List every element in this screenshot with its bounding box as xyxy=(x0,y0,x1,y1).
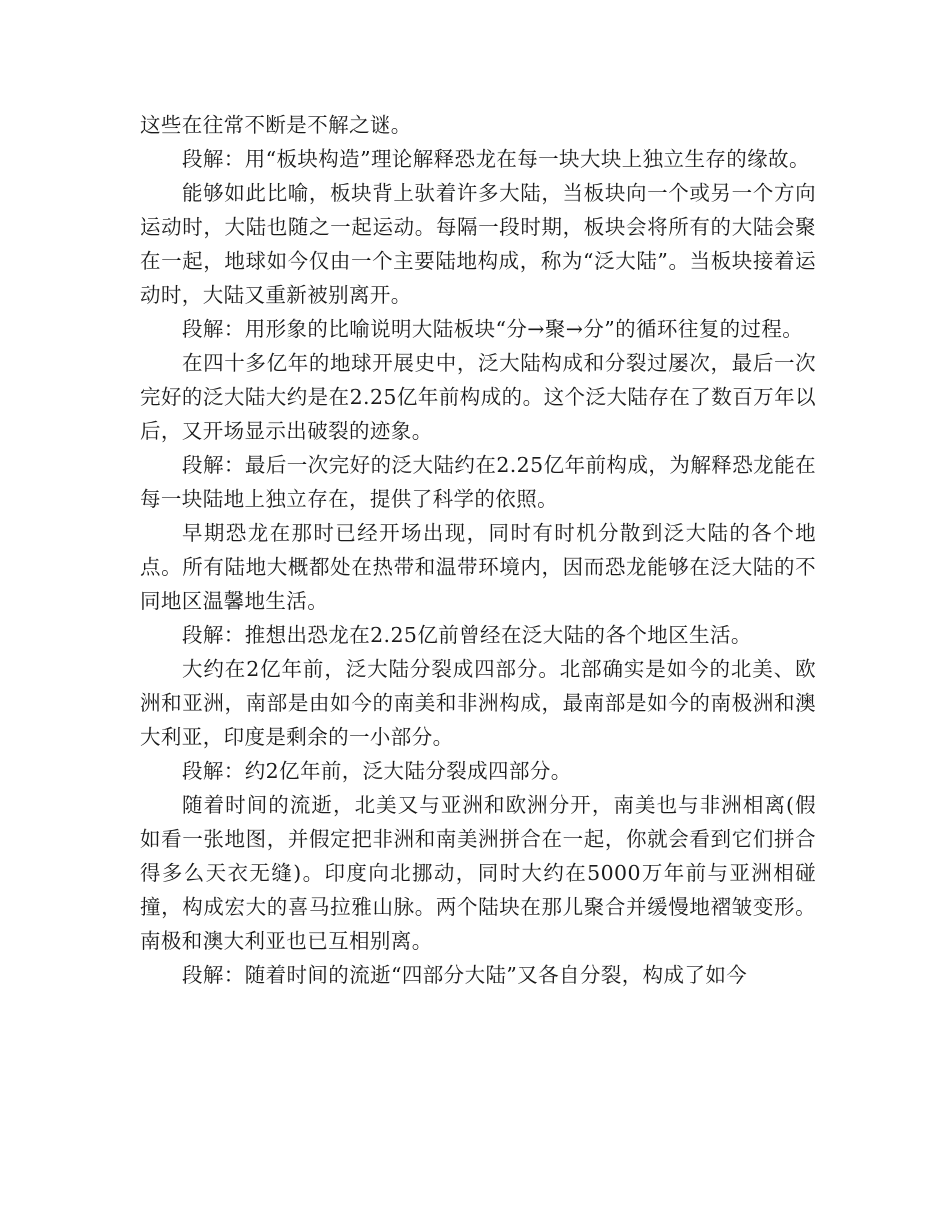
document-page xyxy=(140,108,816,992)
paragraph-analysis: 段解：随着时间的流逝“四部分大陆”又各自分裂，构成了如今 xyxy=(182,963,748,987)
paragraph-body: 早期恐龙在那时已经开场出现，同时有时机分散到泛大陆的各个地点。所有陆地大概都处在热带和温带环境内，因而恐龙能够在泛大陆的不同地区温馨地生活。 xyxy=(140,521,816,613)
paragraph-analysis: 段解：用“板块构造”理论解释恐龙在每一块大块上独立生存的缘故。 xyxy=(182,147,810,171)
paragraph-analysis: 段解：最后一次完好的泛大陆约在2.25亿年前构成，为解释恐龙能在每一块陆地上独立存在，提供了科学的依照。 xyxy=(140,453,816,511)
paragraph-body: 大约在2亿年前，泛大陆分裂成四部分。北部确实是如今的北美、欧洲和亚洲，南部是由如今的南美和非洲构成，最南部是如今的南极洲和澳大利亚，印度是剩余的一小部分。 xyxy=(140,657,816,749)
paragraph-analysis: 段解：用形象的比喻说明大陆板块“分→聚→分”的循环往复的过程。 xyxy=(182,317,804,341)
paragraph-continuation: 这些在往常不断是不解之谜。 xyxy=(140,113,412,137)
paragraph-body: 随着时间的流逝，北美又与亚洲和欧洲分开，南美也与非洲相离(假如看一张地图，并假定把非洲和南美洲拼合在一起，你就会看到它们拼合得多么天衣无缝)。印度向北挪动，同时大约在5000万年前与亚洲相碰撞，构成宏大的喜马拉雅山脉。两个陆块在那儿聚合并缓慢地褶皱变形。南极和澳大利亚也已互相别离。 xyxy=(140,793,816,953)
paragraph-body: 能够如此比喻，板块背上驮着许多大陆，当板块向一个或另一个方向运动时，大陆也随之一起运动。每隔一段时期，板块会将所有的大陆会聚在一起，地球如今仅由一个主要陆地构成，称为“泛大陆”。当板块接着运动时，大陆又重新被别离开。 xyxy=(140,181,816,307)
paragraph-body: 在四十多亿年的地球开展史中，泛大陆构成和分裂过屡次，最后一次完好的泛大陆大约是在2.25亿年前构成的。这个泛大陆存在了数百万年以后，又开场显示出破裂的迹象。 xyxy=(140,351,816,443)
paragraph-analysis: 段解：约2亿年前，泛大陆分裂成四部分。 xyxy=(182,759,572,783)
paragraph-analysis: 段解：推想出恐龙在2.25亿前曾经在泛大陆的各个地区生活。 xyxy=(182,623,752,647)
